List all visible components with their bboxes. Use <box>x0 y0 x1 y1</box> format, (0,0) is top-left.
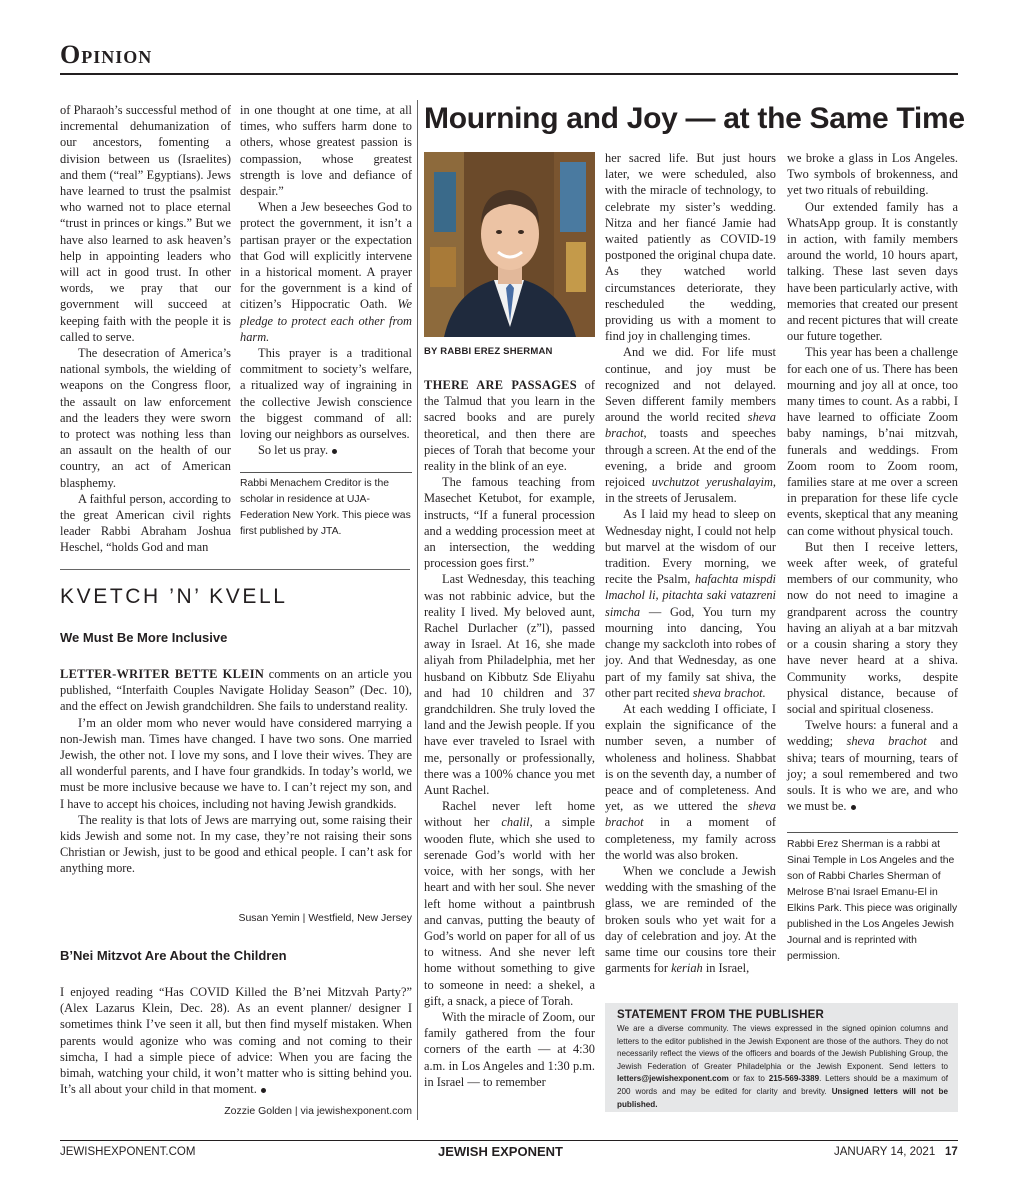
paragraph <box>605 344 776 506</box>
text-span: Twelve hours: a funeral and a wedding; <box>787 718 958 749</box>
letter1-title: We Must Be More Inclusive <box>60 630 228 645</box>
paragraph: The famous teaching from Masechet Ketubot, for example, instructs, “If a funeral procession and a wedding procession meet at an intersection, the wedding procession goes first.” <box>424 475 595 571</box>
text-span: comments on an article you published, “Interfaith Couples Navigate Holiday Season” (Dec. 10), and the effect on Jewish grandchildren. She fails to understand reality. <box>60 667 412 714</box>
author-bio: Rabbi Erez Sherman is a rabbi at Sinai Temple in Los Angeles and the son of Rabbi Charles Sherman of Melrose B’nai Israel Emanu-El in Elkins Park. This piece was originally published in the Los Angeles Jewish Journal and is reprinted with permission. <box>787 839 958 963</box>
letters-email-link[interactable]: letters@jewishexponent.com <box>617 1074 729 1084</box>
footer-site[interactable]: JEWISHEXPONENT.COM <box>60 1146 196 1158</box>
italic-text: keriah <box>671 961 703 976</box>
text-span: So let us pray. <box>258 443 329 458</box>
article-byline: BY RABBI EREZ SHERMAN <box>424 346 553 357</box>
paragraph <box>787 717 958 814</box>
paragraph: With the miracle of Zoom, our family gathered from the four corners of the earth — at 4:30 a.m. in Los Angeles and 1:30 p.m. in Israel — to remember <box>424 1009 595 1089</box>
footer-paper-name: JEWISH EXPONENT <box>438 1144 563 1159</box>
section-divider <box>60 569 410 570</box>
italic-text: hafachta mispdi lmachol li, pitachta saki vatazreni simcha <box>605 572 776 619</box>
paragraph: A faithful person, according to the great American civil rights leader Rabbi Abraham Joshua Heschel, “holds God and man <box>60 491 231 555</box>
header-rule <box>60 73 958 75</box>
paragraph: Our extended family has a WhatsApp group. It is constantly in action, with family members around the world, 10 hours apart, talking. These last seven days have been particularly active, with memories that created our present and recent pictures that will create our future together. <box>787 199 958 344</box>
author-portrait-image <box>424 152 595 337</box>
paragraph: we broke a glass in Los Angeles. Two symbols of brokenness, and yet two rituals of rebuilding. <box>787 151 958 198</box>
italic-text: uvchutzot yerushalayim <box>651 475 773 490</box>
left-article-col2 <box>240 102 412 540</box>
bold-note: Unsigned letters will not be published. <box>617 1086 948 1109</box>
text-span: , in the streets of Jerusalem. <box>605 475 777 506</box>
paragraph <box>240 199 412 345</box>
italic-text: sheva brachot <box>846 734 927 749</box>
paragraph: her sacred life. But just hours later, we were scheduled, also with the miracle of technology, to celebrate my sister’s wedding. Nitza and her fiancé Jamie had waited patiently as COVID-19 postponed the original chupa date. As they watched world circumstances deteriorate, they rescheduled the wedding, providing us with a moment to find joy in challenging times. <box>605 151 776 344</box>
column-divider <box>417 100 418 1120</box>
paragraph: I’m an older mom who never would have considered marrying a non-Jewish man. Times have changed. I have two sons. One married Jewish, the other not. I love my sons, and I love their wives. They are all wonderful parents, and I have four grandkids. In today’s world, we must be more inclusive because we have to. I can’t reject my son, and I have to accept his choices, including not having Jewish grandkids. <box>60 715 412 811</box>
paragraph <box>240 442 412 458</box>
paragraph <box>60 666 412 715</box>
italic-text: sheva brachot <box>605 799 776 830</box>
text-span: I enjoyed reading “Has COVID Killed the B’nei Mitzvah Party?” (Alex Lazarus Klein, Dec. 28). As an event planner/ designer I sometimes think I’ve seen it all, but then find myself mistaken. When parents would agonize who was coming and not coming to their simcha, I had a simple piece of advice: When you are facing the bimah, watching your child, it won’t matter who is sitting behind you. It’s all about your child in that moment. <box>60 985 412 1097</box>
text-span: . Letters should be a maximum of 200 words and may be edited for clarity and brevity. <box>617 1074 948 1096</box>
letter2-signature: Zozzie Golden | via jewishexponent.com <box>224 1105 412 1117</box>
left-article-col1 <box>60 102 231 556</box>
paragraph <box>605 701 776 863</box>
text-span: At each wedding I officiate, I explain the significance of the number seven, a number of wholeness and holiness. Shabbat is on the seventh day, a number of peace and of completeness. And yet, as we uttered the <box>605 701 776 814</box>
text-span: , toasts and speeches through a screen. At the end of the evening, a bride and groom rejoiced <box>605 426 776 490</box>
paragraph <box>424 798 595 1009</box>
page-number: 17 <box>945 1146 958 1158</box>
footer-date: JANUARY 14, 2021 <box>834 1146 936 1158</box>
text-span: , a simple wooden flute, which she used to serenade God’s world with her voice, with her songs, with her heart and with her soul. She never left home without a paintbrush and canvas, putting the beauty of God’s world on paper for all of us to witness. And she never left home without something to give to someone in need: a shekel, a gift, a snack, a piece of Torah. <box>424 815 595 1008</box>
italic-text: chalil <box>501 815 530 830</box>
text-span: Rachel never left home without her <box>424 799 595 830</box>
end-mark-dot-icon <box>261 1088 266 1093</box>
italic-text: sheva brachot. <box>692 685 766 700</box>
paragraph: Last Wednesday, this teaching was not rabbinic advice, but the reality I lived. My beloved aunt, Rachel Durlacher (z”l), passed away in Israel. At 16, she made aliyah from Philadelphia, met her husband on Kibbutz Sde Eliyahu and had 10 children and 37 grandchildren. She truly loved the land and the Jewish people. If you have ever traveled to Israel with me, personally or professionally, there was a 100% chance you met Aunt Rachel. <box>424 572 595 798</box>
text-span: When a Jew beseeches God to protect the government, it isn’t a partisan prayer or the expectation that God will explicitly intervene in a historical moment. A prayer for the government is a kind of citizen’s Hippocratic Oath. <box>240 200 412 312</box>
lead-in: LETTER-WRITER BETTE KLEIN <box>60 667 265 681</box>
paragraph: This year has been a challenge for each one of us. There has been mourning and joy all at once, too many times to count. As a rabbi, I have learned to officiate Zoom baby namings, b’nai mitzvah, funerals and weddings. From Zoom room to Zoom room, families stare at me over a screen in preparation for these life cycle events, skeptical that any meaning can come without physical touch. <box>787 345 958 538</box>
bio-rule <box>240 472 412 473</box>
author-photo <box>424 152 595 337</box>
paragraph <box>605 863 776 976</box>
paragraph <box>605 506 776 700</box>
end-mark-dot-icon <box>332 449 337 454</box>
bio-rule <box>787 832 958 833</box>
article-headline: Mourning and Joy — at the Same Time <box>424 102 965 135</box>
article-col1 <box>424 377 595 1090</box>
italic-text: We pledge to protect each other from harm. <box>240 297 412 344</box>
paragraph: This prayer is a traditional commitment to society’s welfare, a ritualized way of ingraining in the collective Jewish conscience the biggest command of all: loving our neighbors as ourselves. <box>240 346 412 442</box>
paragraph: The desecration of America’s national symbols, the wielding of weapons on the Congress floor, the assault on law enforcement and the leaders they were sworn to protect was nothing less than an assault on the health of our country, an act of American blasphemy. <box>60 346 231 490</box>
italic-text: sheva brachot <box>605 410 776 441</box>
paragraph <box>424 377 595 474</box>
lead-in: THERE ARE PASSAGES <box>424 378 577 392</box>
letter2-title: B’Nei Mitzvot Are About the Children <box>60 948 287 963</box>
article-col3 <box>787 150 958 965</box>
publisher-statement-box <box>605 1003 958 1112</box>
section-title: Opinion <box>60 40 153 69</box>
fax-number: 215-569-3389 <box>768 1074 820 1084</box>
text-span: — God, You turn my mourning into dancing, You change my sackcloth into robes of joy. And that Wednesday, as one part of my family sat shiva, the other part recited <box>605 604 776 700</box>
text-span: and shiva; tears of mourning, tears of joy; a soul remembered and two souls. It is who we are, and who we must be. <box>787 734 958 814</box>
author-bio: Rabbi Menachem Creditor is the scholar in residence at UJA-Federation New York. This piece was first published by JTA. <box>240 478 411 538</box>
end-mark-dot-icon <box>851 805 856 810</box>
letter1-body <box>60 666 412 877</box>
article-col2 <box>605 150 776 976</box>
text-span: We are a diverse community. The views expressed in the signed opinion columns and letters to the editor published in the Jewish Exponent are those of the authors. They do not necessarily reflect the views of the officers and boards of the Jewish Publishing Group, the Jewish Federation of Greater Philadelphia or the Jewish Exponent. Send letters to <box>617 1024 948 1071</box>
paragraph <box>60 984 412 1097</box>
text-span: or fax to <box>728 1074 769 1084</box>
publisher-text <box>617 1023 948 1111</box>
kvetch-heading: KVETCH ’N’ KVELL <box>60 585 288 608</box>
paragraph: The reality is that lots of Jews are marrying out, some raising their kids Jewish and some not. In my case, they’re not raising their sons Christian or Jewish, just to be good and ethical people. I can’t ask for anything more. <box>60 812 412 876</box>
text-span: of the Talmud that you learn in the sacred books and are purely theoretical, and then there are pieces of Torah that become your reality in the blink of an eye. <box>424 378 595 474</box>
text-span: in Israel, <box>702 961 750 976</box>
text-span: As I laid my head to sleep on Wednesday night, I could not help but marvel at the wisdom of our tradition. Every morning, we recite the Psalm, <box>605 507 776 587</box>
text-span: When we conclude a Jewish wedding with the smashing of the glass, we are reminded of the broken souls who yet wait for a day of celebration and joy. At the same time our cousins tore their garments for <box>605 863 776 976</box>
text-span: in a moment of completeness, my family across the world was also broken. <box>605 815 776 862</box>
publisher-title: STATEMENT FROM THE PUBLISHER <box>617 1009 825 1021</box>
letter1-signature: Susan Yemin | Westfield, New Jersey <box>238 912 412 924</box>
paragraph: But then I receive letters, week after week, of grateful members of our community, who now do not need to imagine a grandparent across the country having an aliyah at a bar mitzvah or a cousin sharing a story they have never heard at a shiva. Community works, despite physical distance, because of social and spiritual closeness. <box>787 539 958 716</box>
text-span: And we did. For life must continue, and joy must be recognized and not delayed. Seven different family members around the world recited <box>605 345 776 425</box>
paragraph: in one thought at one time, at all times, who suffers harm done to others, whose greatest passion is compassion, whose greatest strength is love and defiance of despair.” <box>240 103 412 199</box>
paragraph: of Pharaoh’s successful method of incremental dehumanization of our ancestors, fomenting a division between us (Israelites) and them (“real” Egyptians). Jews have learned to trust the psalmist who warned not to place eternal “trust in princes or kings.” But we have also learned to ask heaven’s help in appointing leaders who will act in good trust. In other words, we pray that our government will succeed at keeping faith with the people it is called to serve. <box>60 103 231 344</box>
footer-rule <box>60 1140 958 1141</box>
letter2-body <box>60 984 412 1097</box>
